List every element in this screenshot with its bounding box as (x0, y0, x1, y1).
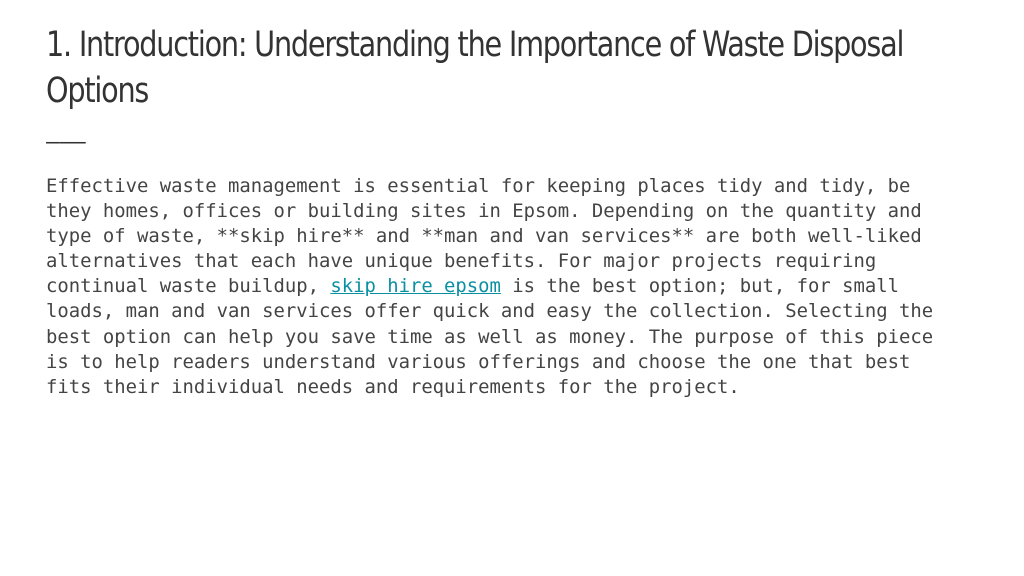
body-line: type of waste, **skip hire** and **man and van services** are both well-liked (46, 225, 922, 248)
slide-title: 1. Introduction: Understanding the Importance of Waste Disposal Options (46, 25, 904, 111)
body-line: alternatives that each have unique benefits. For major projects requiring (46, 250, 877, 273)
title-divider: ——— (46, 130, 86, 155)
slide-body (46, 174, 986, 400)
body-line: best option can help you save time as well as money. The purpose of this piece (46, 325, 934, 348)
body-line: they homes, offices or building sites in Epsom. Depending on the quantity and (46, 200, 922, 223)
body-line: Effective waste management is essential for keeping places tidy and tidy, be (46, 175, 911, 197)
body-line: loads, man and van services offer quick and easy the collection. Selecting the (46, 300, 934, 323)
body-line: is to help readers understand various offerings and choose the one that best (46, 350, 911, 373)
body-line-with-link (46, 274, 986, 299)
body-text: is the best option; but, for small (500, 275, 899, 298)
body-line: fits their individual needs and requirements for the project. (46, 375, 740, 398)
body-text: continual waste buildup, (46, 275, 331, 298)
skip-hire-epsom-link[interactable]: skip hire epsom (330, 275, 501, 298)
